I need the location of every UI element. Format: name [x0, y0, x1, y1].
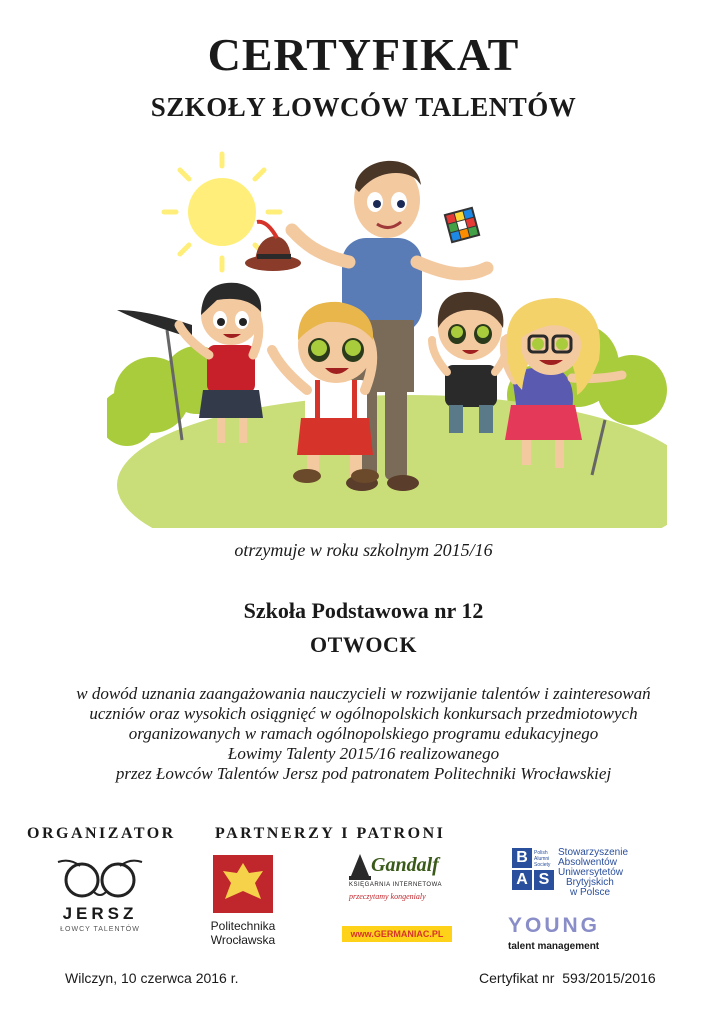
children-illustration: [107, 150, 667, 535]
city-name: OTWOCK: [310, 632, 417, 657]
jersz-tagline: ŁOWCY TALENTÓW: [60, 926, 140, 933]
eagle-crest-icon: [213, 855, 273, 913]
certificate-subtitle: SZKOŁY ŁOWCÓW TALENTÓW: [150, 92, 577, 122]
jersz-name: JERSZ: [62, 904, 138, 923]
reason-paragraph: [40, 684, 687, 784]
reason-line: w dowód uznania zaangażowania nauczycieli w rozwijanie talentów i zainteresowań: [76, 684, 651, 703]
germaniac-logo: www.GERMANIAC.PL: [342, 926, 452, 942]
bas-line: w Polsce: [570, 887, 611, 898]
bas-line: Stowarzyszenie: [558, 847, 629, 858]
owl-eyes-icon: [50, 858, 150, 898]
certificate-number: Certyfikat nr 593/2015/2016: [479, 970, 656, 986]
bas-letter-s: S: [534, 870, 554, 890]
awarded-text: otrzymuje w roku szkolnym 2015/16: [234, 540, 493, 560]
reason-line: uczniów oraz wysokich osiągnięć w ogólnopolskich konkursach przedmiotowych: [89, 704, 638, 723]
organizer-label: ORGANIZATOR: [27, 825, 176, 842]
reason-line: przez Łowców Talentów Jersz pod patronatem Politechniki Wrocławskiej: [115, 764, 612, 783]
jersz-logo: [50, 858, 150, 938]
bas-line: Absolwentów: [558, 857, 617, 868]
bas-line: Brytyjskich: [566, 877, 614, 888]
rubik-cube-icon: [444, 207, 481, 244]
bas-text-block: [558, 848, 628, 898]
polytechnic-line2: Wrocławska: [210, 933, 276, 947]
school-name: Szkoła Podstawowa nr 12: [243, 598, 484, 623]
gandalf-logo: [345, 852, 445, 910]
young-tagline: talent management: [508, 941, 600, 952]
reason-line: organizowanych w ramach ogólnopolskiego programu edukacyjnego: [128, 724, 599, 743]
polytechnic-line1: Politechnika: [210, 919, 276, 933]
partners-label: PARTNERZY I PATRONI: [215, 825, 446, 842]
gandalf-script: przeczytamy kongenialy: [349, 892, 426, 901]
young-name: YOUNG: [508, 914, 601, 937]
bas-line: Uniwersytetów: [558, 867, 624, 878]
place-date: Wilczyn, 10 czerwca 2016 r.: [65, 970, 239, 986]
gandalf-name: Gandalf: [371, 854, 439, 876]
wizard-hat-icon: [349, 854, 371, 880]
bas-logo: [512, 848, 652, 908]
bas-small-text: Polish Alumni Society: [534, 850, 551, 868]
bas-letter-a: A: [512, 870, 532, 890]
certificate-title: CERTYFIKAT: [207, 29, 520, 80]
young-logo: [508, 914, 628, 958]
bas-letter-b: B: [512, 848, 532, 868]
reason-line: Łowimy Talenty 2015/16 realizowanego: [227, 744, 500, 763]
gandalf-tagline: KSIĘGARNIA INTERNETOWA: [349, 882, 443, 888]
polytechnic-logo: [208, 855, 278, 955]
